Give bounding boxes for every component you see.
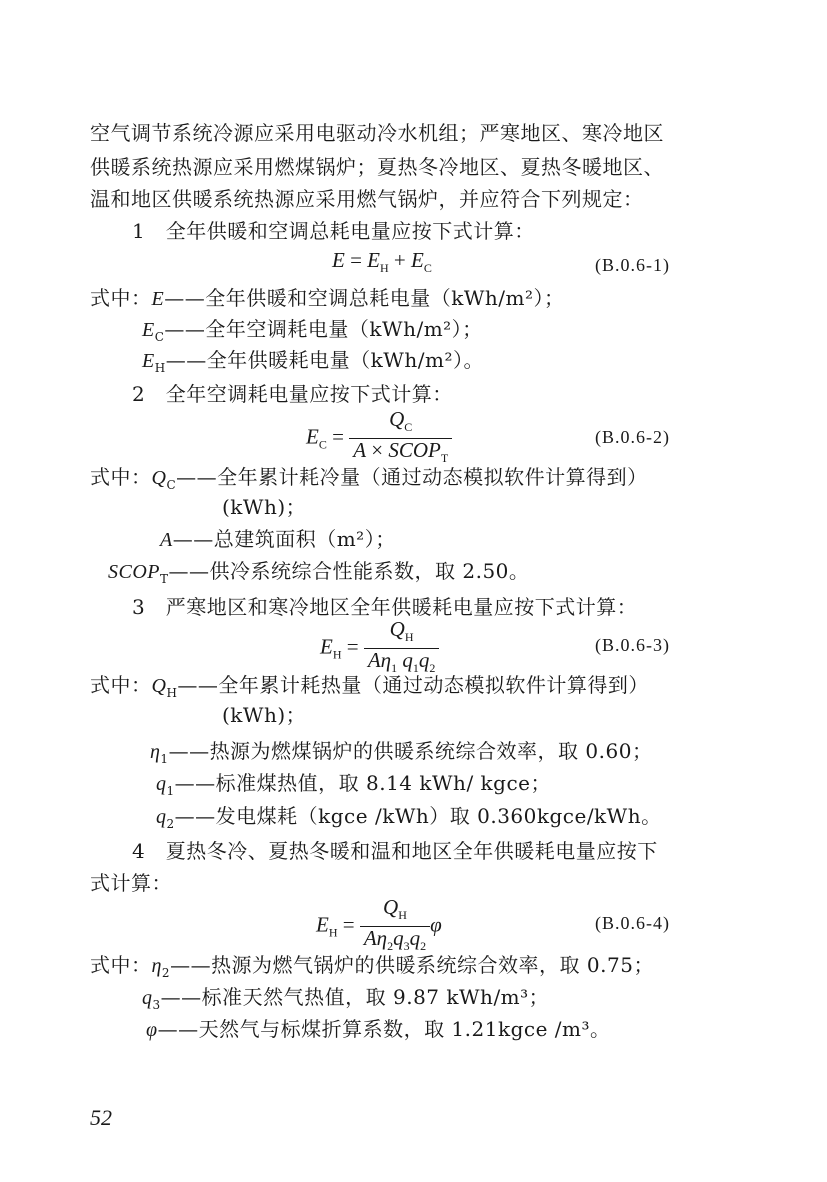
- equation-b063: $E_H$ = $\frac{Q_H}{A\eta_1 q_1q_2}$: [320, 618, 439, 679]
- item3-text: 3 严寒地区和寒冷地区全年供暖耗电量应按下式计算：: [132, 595, 638, 619]
- item2-def-1: 式中：$Q_C——$全年累计耗冷量（通过动态模拟软件计算得到）: [90, 465, 648, 492]
- def-text: ——发电煤耗（kgce /kWh）取 0.360kgce/kWh。: [174, 804, 662, 828]
- item4-text-1: 4 夏热冬冷、夏热冬暖和温和地区全年供暖耗电量应按下: [132, 839, 658, 863]
- item1-text: 1 全年供暖和空调总耗电量应按下式计算：: [132, 219, 535, 243]
- where-label: 式中：: [90, 673, 152, 697]
- where-label: 式中：: [90, 465, 152, 489]
- def-text: ——总建筑面积（m²）；: [172, 527, 396, 551]
- where-label: 式中：: [90, 953, 152, 977]
- equation-b061: $E = E_H + E_C$: [332, 248, 432, 276]
- def-text: ——全年供暖耗电量（kWh/m²）。: [165, 348, 484, 372]
- def-text: ——供冷系统综合性能系数，取 2.50。: [168, 559, 530, 583]
- intro-line-2: 供暖系统热源应采用燃煤锅炉；夏热冬冷地区、夏热冬暖地区、: [90, 155, 664, 179]
- def-text: ——全年供暖和空调总耗电量（kWh/m²）；: [164, 286, 565, 310]
- intro-line-3: 温和地区供暖系统热源应采用燃气锅炉，并应符合下列规定：: [90, 187, 644, 211]
- eq-number-1: (B.0.6-1): [595, 255, 670, 275]
- item3-def-2: $\eta_1——$热源为燃煤锅炉的供暖系统综合效率，取 0.60；: [150, 739, 653, 766]
- eq-number-4: (B.0.6-4): [595, 913, 670, 933]
- item1-def-3: $E_H——$全年供暖耗电量（kWh/m²）。: [142, 348, 484, 375]
- item3-def-3: $q_1——$标准煤热值，取 8.14 kWh/ kgce；: [156, 771, 551, 798]
- item3-def-1: 式中：$Q_H——$全年累计耗热量（通过动态模拟软件计算得到）: [90, 673, 649, 700]
- def-text: ——天然气与标煤折算系数，取 1.21kgce /m³。: [157, 1017, 611, 1041]
- item3-def-4: $q_2——$发电煤耗（kgce /kWh）取 0.360kgce/kWh。: [156, 804, 662, 831]
- def-text: ——标准天然气热值，取 9.87 kWh/m³；: [160, 985, 550, 1009]
- equation-b062: $E_C$ = $\frac{Q_C}{A \times SCOP_T}$: [306, 408, 452, 469]
- def-text: ——热源为燃煤锅炉的供暖系统综合效率，取 0.60；: [168, 739, 653, 763]
- item4-text-2: 式计算：: [90, 871, 172, 895]
- def-text: ——全年空调耗电量（kWh/m²）；: [164, 317, 483, 341]
- def-text: ——全年累计耗热量（通过动态模拟软件计算得到）: [177, 673, 649, 697]
- item2-def-3: $SCOP_T——$供冷系统综合性能系数，取 2.50。: [108, 559, 530, 586]
- page-number: 52: [90, 1105, 112, 1130]
- item2-text: 2 全年空调耗电量应按下式计算：: [132, 382, 453, 406]
- def-text: ——标准煤热值，取 8.14 kWh/ kgce；: [174, 771, 551, 795]
- where-label: 式中：: [90, 286, 152, 310]
- eq-number-2: (B.0.6-2): [595, 427, 670, 447]
- item3-def-1-cont: (kWh)；: [222, 703, 307, 727]
- item4-def-1: 式中：$\eta_2——$热源为燃气锅炉的供暖系统综合效率，取 0.75；: [90, 953, 654, 980]
- item1-def-1: 式中：E——全年供暖和空调总耗电量（kWh/m²）；: [90, 286, 565, 310]
- item4-def-2: $q_3——$标准天然气热值，取 9.87 kWh/m³；: [142, 985, 550, 1012]
- item1-def-2: $E_C——$全年空调耗电量（kWh/m²）；: [142, 317, 483, 344]
- equation-b064: $E_H$ = $\frac{Q_H}{A\eta_2q_3q_2}$ φ: [316, 895, 442, 954]
- item2-def-2: A——总建筑面积（m²）；: [160, 527, 396, 551]
- item4-def-3: φ——天然气与标煤折算系数，取 1.21kgce /m³。: [146, 1017, 611, 1041]
- def-text: ——热源为燃气锅炉的供暖系统综合效率，取 0.75；: [170, 953, 654, 977]
- def-text: ——全年累计耗冷量（通过动态模拟软件计算得到）: [176, 465, 648, 489]
- item2-def-1-cont: (kWh)；: [222, 495, 307, 519]
- intro-line-1: 空气调节系统冷源应采用电驱动冷水机组；严寒地区、寒冷地区: [90, 121, 664, 145]
- eq-number-3: (B.0.6-3): [595, 635, 670, 655]
